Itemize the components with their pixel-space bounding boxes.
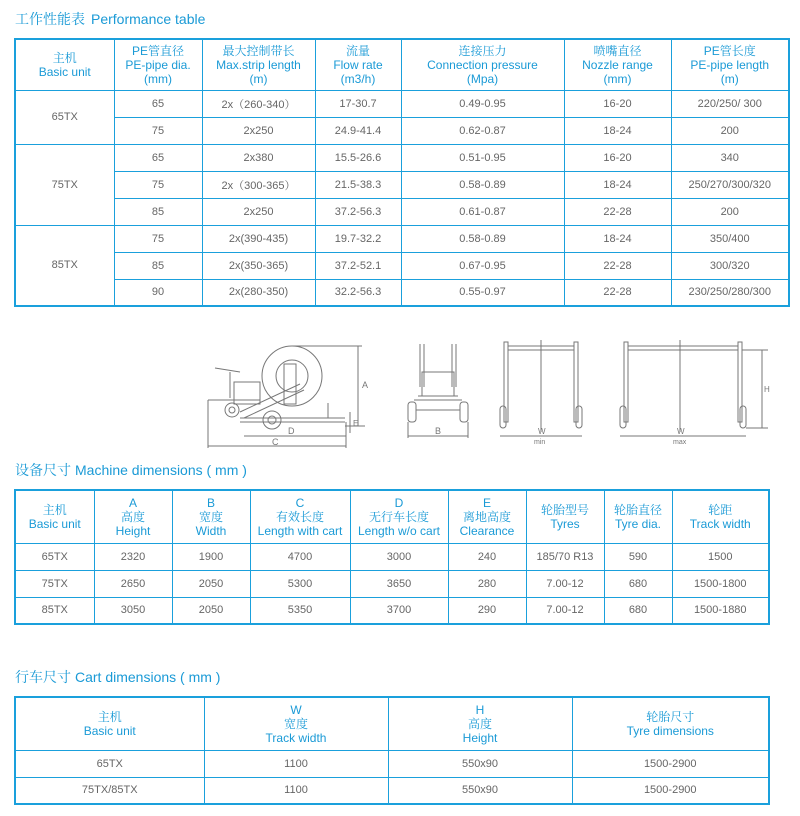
cell: 2x250 bbox=[202, 117, 315, 144]
cell: 22-28 bbox=[564, 279, 671, 306]
cell: 18-24 bbox=[564, 225, 671, 252]
svg-text:E: E bbox=[353, 419, 359, 428]
cell: 200 bbox=[671, 198, 789, 225]
cell: 3000 bbox=[350, 543, 448, 570]
header-tyre-dia: 轮胎直径 Tyre dia. bbox=[604, 490, 672, 543]
svg-text:B: B bbox=[435, 426, 442, 436]
cell: 0.51-0.95 bbox=[401, 144, 564, 171]
header-track-width-w: W 宽度 Track width bbox=[204, 697, 388, 750]
cell: 0.58-0.89 bbox=[401, 171, 564, 198]
cell: 0.58-0.89 bbox=[401, 225, 564, 252]
header-basic-unit: 主机 Basic unit bbox=[15, 39, 114, 90]
cell: 550x90 bbox=[388, 750, 572, 777]
machine-dimensions-table bbox=[14, 489, 770, 625]
side-view-drawing bbox=[200, 338, 380, 450]
table-row bbox=[15, 117, 789, 144]
cell: 75TX/85TX bbox=[15, 777, 204, 804]
cell: 2x250 bbox=[202, 198, 315, 225]
cell: 340 bbox=[671, 144, 789, 171]
header-width-b: B 宽度 Width bbox=[172, 490, 250, 543]
cell: 3700 bbox=[350, 597, 448, 624]
performance-title-en: Performance table bbox=[91, 11, 206, 27]
cell: 2050 bbox=[172, 597, 250, 624]
cart-dimensions-table bbox=[14, 696, 770, 805]
cell: 2x（300-365） bbox=[202, 171, 315, 198]
cell: 22-28 bbox=[564, 252, 671, 279]
cell: 85 bbox=[114, 252, 202, 279]
technical-drawings bbox=[0, 330, 800, 455]
cell: 7.00-12 bbox=[526, 570, 604, 597]
cell: 16-20 bbox=[564, 144, 671, 171]
cell: 2x380 bbox=[202, 144, 315, 171]
cell: 1900 bbox=[172, 543, 250, 570]
cell: 3650 bbox=[350, 570, 448, 597]
machine-title bbox=[15, 460, 247, 480]
cell: 21.5-38.3 bbox=[315, 171, 401, 198]
cell: 680 bbox=[604, 597, 672, 624]
cell: 550x90 bbox=[388, 777, 572, 804]
cell: 37.2-52.1 bbox=[315, 252, 401, 279]
cell: 65TX bbox=[15, 543, 94, 570]
header-tyre-dimensions: 轮胎尺寸 Tyre dimensions bbox=[572, 697, 769, 750]
svg-text:H: H bbox=[764, 385, 770, 394]
cell: 2050 bbox=[172, 570, 250, 597]
header-clearance-e: E 离地高度 Clearance bbox=[448, 490, 526, 543]
table-row bbox=[15, 171, 789, 198]
cell: 2x(390-435) bbox=[202, 225, 315, 252]
cell: 85TX bbox=[15, 597, 94, 624]
cell: 15.5-26.6 bbox=[315, 144, 401, 171]
header-tyres: 轮胎型号 Tyres bbox=[526, 490, 604, 543]
table-row bbox=[15, 750, 769, 777]
table-row bbox=[15, 543, 769, 570]
cell: 2320 bbox=[94, 543, 172, 570]
header-height-a: A 高度 Height bbox=[94, 490, 172, 543]
cell: 250/270/300/320 bbox=[671, 171, 789, 198]
svg-text:D: D bbox=[288, 426, 295, 436]
cell: 75TX bbox=[15, 570, 94, 597]
performance-table bbox=[14, 38, 790, 307]
header-nozzle-range: 喷嘴直径 Nozzle range (mm) bbox=[564, 39, 671, 90]
cell: 2x（260-340） bbox=[202, 90, 315, 117]
table-row bbox=[15, 198, 789, 225]
header-basic-unit: 主机 Basic unit bbox=[15, 490, 94, 543]
cell: 4700 bbox=[250, 543, 350, 570]
cell: 75 bbox=[114, 171, 202, 198]
cell: 1500-2900 bbox=[572, 750, 769, 777]
cell: 350/400 bbox=[671, 225, 789, 252]
cell: 2650 bbox=[94, 570, 172, 597]
header-track-width: 轮距 Track width bbox=[672, 490, 769, 543]
svg-text:A: A bbox=[362, 380, 369, 390]
performance-title bbox=[15, 9, 205, 29]
cell: 85 bbox=[114, 198, 202, 225]
performance-header-row bbox=[15, 39, 789, 90]
table-row bbox=[15, 225, 789, 252]
cell: 75 bbox=[114, 117, 202, 144]
performance-title-cn: 工作性能表 bbox=[15, 11, 85, 27]
cell: 32.2-56.3 bbox=[315, 279, 401, 306]
cell: 590 bbox=[604, 543, 672, 570]
cell: 1100 bbox=[204, 750, 388, 777]
cell: 18-24 bbox=[564, 117, 671, 144]
table-row bbox=[15, 252, 789, 279]
cell: 16-20 bbox=[564, 90, 671, 117]
cell: 90 bbox=[114, 279, 202, 306]
cell: 2x(350-365) bbox=[202, 252, 315, 279]
cell: 24.9-41.4 bbox=[315, 117, 401, 144]
svg-text:C: C bbox=[272, 437, 279, 447]
cart-max-drawing bbox=[618, 340, 778, 446]
cart-title bbox=[15, 667, 220, 687]
machine-title-cn: 设备尺寸 bbox=[15, 462, 71, 478]
unit-cell: 65TX bbox=[15, 90, 114, 144]
table-row bbox=[15, 90, 789, 117]
header-length-without-cart-d: D 无行车长度 Length w/o cart bbox=[350, 490, 448, 543]
cell: 17-30.7 bbox=[315, 90, 401, 117]
table-row bbox=[15, 777, 769, 804]
cell: 19.7-32.2 bbox=[315, 225, 401, 252]
svg-text:max: max bbox=[673, 439, 687, 446]
cell: 3050 bbox=[94, 597, 172, 624]
cell: 65TX bbox=[15, 750, 204, 777]
cell: 1500-2900 bbox=[572, 777, 769, 804]
cell: 22-28 bbox=[564, 198, 671, 225]
cell: 5300 bbox=[250, 570, 350, 597]
unit-cell: 85TX bbox=[15, 225, 114, 306]
cell: 220/250/ 300 bbox=[671, 90, 789, 117]
svg-text:min: min bbox=[534, 439, 546, 446]
header-basic-unit: 主机 Basic unit bbox=[15, 697, 204, 750]
cell: 1500-1800 bbox=[672, 570, 769, 597]
cell: 0.62-0.87 bbox=[401, 117, 564, 144]
cart-header-row bbox=[15, 697, 769, 750]
cell: 185/70 R13 bbox=[526, 543, 604, 570]
cell: 300/320 bbox=[671, 252, 789, 279]
cell: 7.00-12 bbox=[526, 597, 604, 624]
table-row bbox=[15, 279, 789, 306]
header-height-h: H 高度 Height bbox=[388, 697, 572, 750]
cell: 37.2-56.3 bbox=[315, 198, 401, 225]
svg-text:W: W bbox=[677, 427, 685, 436]
cell: 65 bbox=[114, 144, 202, 171]
machine-header-row bbox=[15, 490, 769, 543]
cell: 280 bbox=[448, 570, 526, 597]
cell: 240 bbox=[448, 543, 526, 570]
header-max-strip-length: 最大控制带长 Max.strip length (m) bbox=[202, 39, 315, 90]
cell: 1100 bbox=[204, 777, 388, 804]
header-flow-rate: 流量 Flow rate (m3/h) bbox=[315, 39, 401, 90]
header-length-with-cart-c: C 有效长度 Length with cart bbox=[250, 490, 350, 543]
cart-title-cn: 行车尺寸 bbox=[15, 669, 71, 685]
cell: 65 bbox=[114, 90, 202, 117]
cell: 5350 bbox=[250, 597, 350, 624]
cell: 200 bbox=[671, 117, 789, 144]
header-pe-pipe-dia: PE管直径 PE-pipe dia. (mm) bbox=[114, 39, 202, 90]
cell: 18-24 bbox=[564, 171, 671, 198]
table-row bbox=[15, 144, 789, 171]
cell: 1500 bbox=[672, 543, 769, 570]
table-row bbox=[15, 570, 769, 597]
unit-cell: 75TX bbox=[15, 144, 114, 225]
cart-min-drawing bbox=[498, 340, 584, 446]
cart-title-en: Cart dimensions ( mm ) bbox=[75, 669, 221, 685]
machine-title-en: Machine dimensions ( mm ) bbox=[75, 462, 247, 478]
header-connection-pressure: 连接压力 Connection pressure (Mpa) bbox=[401, 39, 564, 90]
cell: 2x(280-350) bbox=[202, 279, 315, 306]
cell: 0.55-0.97 bbox=[401, 279, 564, 306]
table-row bbox=[15, 597, 769, 624]
cell: 0.49-0.95 bbox=[401, 90, 564, 117]
cell: 0.61-0.87 bbox=[401, 198, 564, 225]
cell: 290 bbox=[448, 597, 526, 624]
front-view-drawing bbox=[402, 342, 474, 442]
cell: 0.67-0.95 bbox=[401, 252, 564, 279]
cell: 75 bbox=[114, 225, 202, 252]
cell: 680 bbox=[604, 570, 672, 597]
cell: 230/250/280/300 bbox=[671, 279, 789, 306]
svg-text:W: W bbox=[538, 427, 546, 436]
header-pe-pipe-length: PE管长度 PE-pipe length (m) bbox=[671, 39, 789, 90]
cell: 1500-1880 bbox=[672, 597, 769, 624]
